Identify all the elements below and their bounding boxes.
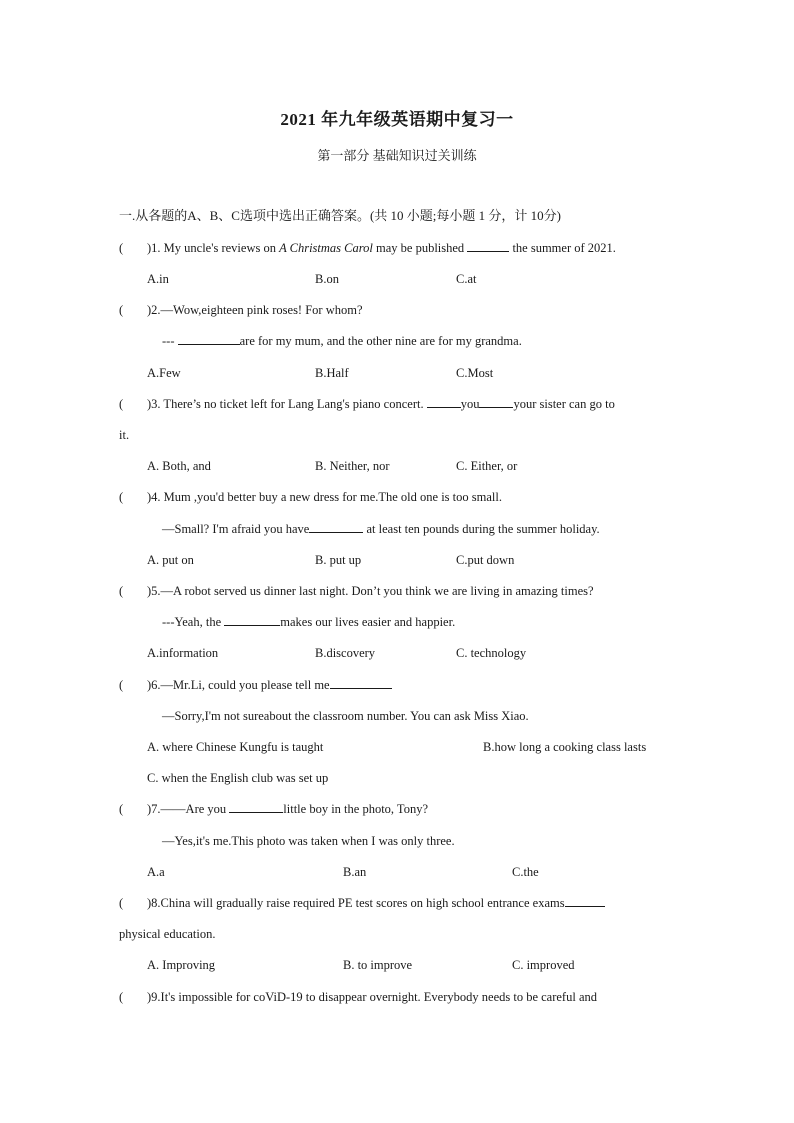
option-b: B. Neither, nor [315, 459, 390, 473]
answer-bracket: ( [119, 802, 124, 816]
question-2-stem: ( )2.—Wow,eighteen pink roses! For whom? [119, 303, 363, 317]
question-6-stem: ( )6.—Mr.Li, could you please tell me [119, 676, 392, 694]
question-6-reply: —Sorry,I'm not sureabout the classroom number. You can ask Miss Xiao. [162, 709, 529, 723]
option-c: C. technology [456, 646, 527, 660]
option-a: A. Improving [147, 958, 216, 972]
answer-blank [427, 395, 461, 408]
question-7-stem: ( )7.——Are you little boy in the photo, Tony? [119, 802, 428, 816]
answer-bracket: ( [119, 241, 124, 255]
answer-bracket: ( [119, 397, 124, 411]
question-9-stem: ( )9.It's impossible for coViD-19 to disappear overnight. Everybody needs to be careful and [119, 990, 597, 1004]
answer-bracket: ( [119, 678, 124, 692]
option-a: A.a [147, 865, 165, 879]
question-5-stem: ( )5.—A robot served us dinner last night. Don’t you think we are living in amazing times? [119, 584, 594, 598]
page-title: 2021 年九年级英语期中复习一 [280, 110, 514, 129]
option-b: B. put up [315, 553, 362, 567]
question-4-stem: ( )4. Mum ,you'd better buy a new dress for me.The old one is too small. [119, 490, 502, 504]
answer-blank [229, 800, 283, 813]
option-b: B.on [315, 272, 339, 286]
option-b: B. to improve [343, 958, 413, 972]
option-c: C. when the English club was set up [147, 771, 329, 785]
answer-blank [479, 395, 513, 408]
answer-bracket: ( [119, 303, 124, 317]
option-a: A.information [147, 646, 219, 660]
option-a: A. Both, and [147, 459, 211, 473]
option-c: C. Either, or [456, 459, 518, 473]
option-a: A.in [147, 272, 169, 286]
answer-blank [565, 894, 605, 907]
question-8-continuation: physical education. [119, 927, 216, 941]
question-7-reply: —Yes,it's me.This photo was taken when I was only three. [162, 834, 455, 848]
option-a: A.Few [147, 366, 181, 380]
answer-bracket: ( [119, 990, 124, 1004]
question-3-stem: ( )3. There’s no ticket left for Lang Lang's piano concert. you your sister can go to [119, 397, 615, 411]
option-c: C. improved [512, 958, 575, 972]
question-2-reply: --- are for my mum, and the other nine are for my grandma. [162, 334, 522, 348]
answer-blank [467, 239, 509, 252]
option-a: A. where Chinese Kungfu is taught [147, 740, 324, 754]
answer-bracket: ( [119, 896, 124, 910]
answer-bracket: ( [119, 584, 124, 598]
question-5-reply: ---Yeah, the makes our lives easier and happier. [162, 615, 456, 629]
question-1-stem: ( )1. My uncle's reviews on A Christmas Carol may be published the summer of 2021. [119, 241, 616, 255]
answer-blank [224, 613, 280, 626]
option-c: C.Most [456, 366, 494, 380]
book-title: A Christmas Carol [279, 241, 373, 255]
option-c: C.put down [456, 553, 515, 567]
question-4-reply: —Small? I'm afraid you have at least ten pounds during the summer holiday. [162, 522, 600, 536]
page-subtitle: 第一部分 基础知识过关训练 [317, 148, 477, 163]
answer-blank [309, 520, 363, 533]
option-c: C.the [512, 865, 539, 879]
option-a: A. put on [147, 553, 194, 567]
question-8-stem: ( )8.China will gradually raise required PE test scores on high school entrance exams [119, 894, 605, 912]
answer-blank [330, 676, 392, 689]
option-b: B.discovery [315, 646, 376, 660]
option-b: B.an [343, 865, 367, 879]
answer-blank [178, 332, 240, 345]
option-b: B.how long a cooking class lasts [483, 740, 647, 754]
answer-bracket: ( [119, 490, 124, 504]
question-3-continuation: it. [119, 428, 130, 442]
option-b: B.Half [315, 366, 349, 380]
section-heading: 一.从各题的A、B、C选项中选出正确答案。(共 10 小题;每小题 1 分，计 10分) [119, 208, 562, 223]
option-c: C.at [456, 272, 477, 286]
